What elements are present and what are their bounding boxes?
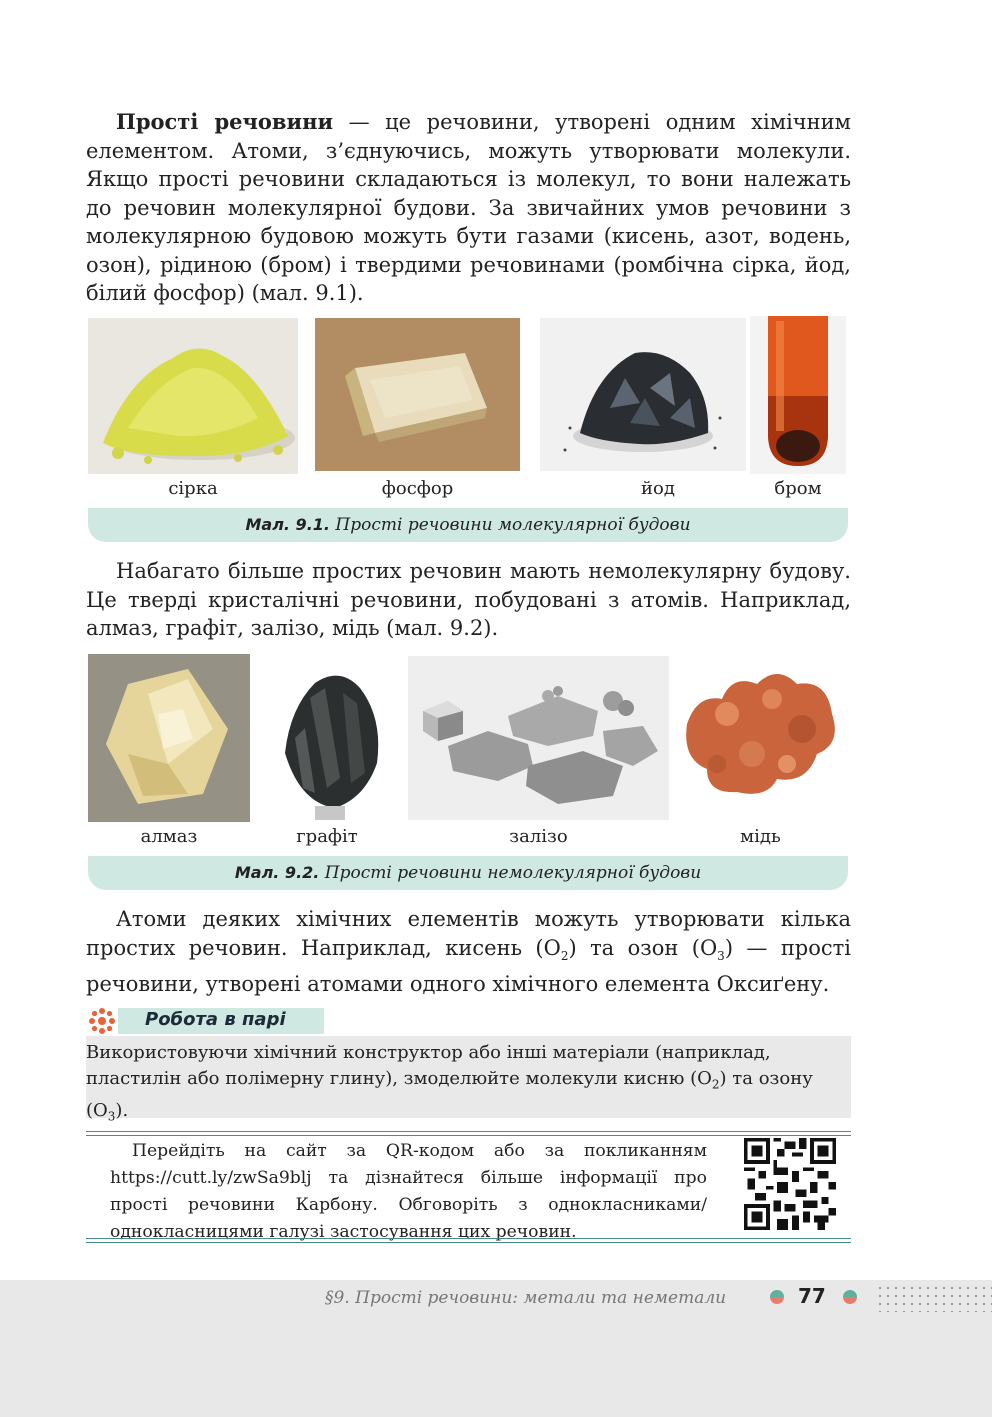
figure-caption-9-1 <box>88 515 848 535</box>
figure-number: Мал. 9.1. <box>245 515 330 534</box>
footer-dot-left <box>770 1290 784 1304</box>
caption-sulfur: сірка <box>168 478 218 499</box>
figure-description: Прості речовини немолекулярної будови <box>324 863 702 883</box>
paragraph-non-molecular <box>86 557 851 643</box>
subscript-3: 3 <box>717 948 725 963</box>
paragraph-allotropes <box>86 905 851 999</box>
pair-work-text-a: Використовуючи хімічний конструктор або інші матеріали (наприклад, пластилін або полімерну глину), змоделюйте молекули кисню (O <box>86 1042 771 1089</box>
qr-instruction: Перейдіть на сайт за QR-кодом або за покликанням https://cutt.ly/zwSa9blj та дізнайтеся більше інформації про прості речовини Карбону. Обговоріть з однокласниками/однокласницями галузі застосування цих речовин. <box>110 1141 707 1242</box>
subscript-3: 3 <box>107 1109 116 1124</box>
section-title-footer: §9. Прості речовини: метали та неметали <box>325 1288 727 1308</box>
caption-phosphorus: фосфор <box>381 478 454 499</box>
photo-bromine <box>750 316 846 474</box>
figure-number: Мал. 9.2. <box>234 863 320 882</box>
photo-diamond <box>88 654 250 822</box>
caption-iodine: йод <box>641 478 675 499</box>
qr-code-image[interactable] <box>744 1138 836 1230</box>
figure-caption-bar-9-2 <box>88 856 848 890</box>
photo-graphite <box>265 658 395 822</box>
figure-caption-9-2 <box>88 863 848 883</box>
paragraph-simple-substances <box>86 108 851 308</box>
caption-bromine: бром <box>774 478 822 499</box>
qr-block-text <box>110 1138 707 1246</box>
footer-dot-right <box>843 1290 857 1304</box>
qr-rule-bottom <box>86 1242 851 1243</box>
photo-iodine <box>540 318 746 471</box>
page-number: 77 <box>798 1284 826 1308</box>
caption-graphite: графіт <box>296 826 358 847</box>
pair-work-text <box>86 1040 846 1129</box>
pair-work-title: Робота в парі <box>145 1009 286 1030</box>
caption-copper: мідь <box>740 826 781 847</box>
figure-description: Прості речовини молекулярної будови <box>335 515 691 535</box>
paragraph-3-text-c: ) — прості речовини, утворені атомами одного хімічного елемента Оксиґену. <box>86 935 851 997</box>
paragraph-2-text: Набагато більше простих речовин мають немолекулярну будову. Це тверді кристалічні речовини, побудовані з атомів. Наприклад, алмаз, графіт, залізо, мідь (мал. 9.2). <box>86 559 851 640</box>
caption-diamond: алмаз <box>140 826 198 847</box>
paragraph-3-text-a: Атоми деяких хімічних елементів можуть утворювати кілька простих речовин. Наприклад, кисень (O <box>86 907 851 960</box>
pair-work-text-b: ) та озону (O <box>86 1068 813 1121</box>
term-simple-substances: Прості речовини <box>116 109 334 134</box>
qr-rule-top-thin <box>86 1135 851 1136</box>
pair-work-icon <box>86 1006 118 1036</box>
subscript-2: 2 <box>560 948 569 963</box>
paragraph-3-text-b: ) та озон (O <box>568 935 718 960</box>
caption-iron: залізо <box>509 826 568 847</box>
footer-dot-pattern <box>876 1284 992 1312</box>
qr-rule-top <box>86 1131 851 1132</box>
photo-iron <box>408 656 669 820</box>
photo-sulfur <box>88 318 298 474</box>
figure-caption-bar-9-1 <box>88 508 848 542</box>
photo-copper <box>677 654 844 806</box>
qr-rule-bottom-thin <box>86 1238 851 1239</box>
subscript-2: 2 <box>711 1077 720 1092</box>
photo-phosphorus <box>315 318 520 471</box>
paragraph-1-text: — це речовини, утворені одним хімічним елементом. Атоми, з’єднуючись, можуть утворювати молекули. Якщо прості речовини складаються із молекул, то вони належать до речовин молекулярної будови. За звичайних умов речовини з молекулярною будовою можуть бути газами (кисень, азот, водень, озон), рідиною (бром) і твердими речовинами (ромбічна сірка, йод, білий фосфор) (мал. 9.1). <box>86 110 851 305</box>
pair-work-text-c: ). <box>115 1099 129 1121</box>
